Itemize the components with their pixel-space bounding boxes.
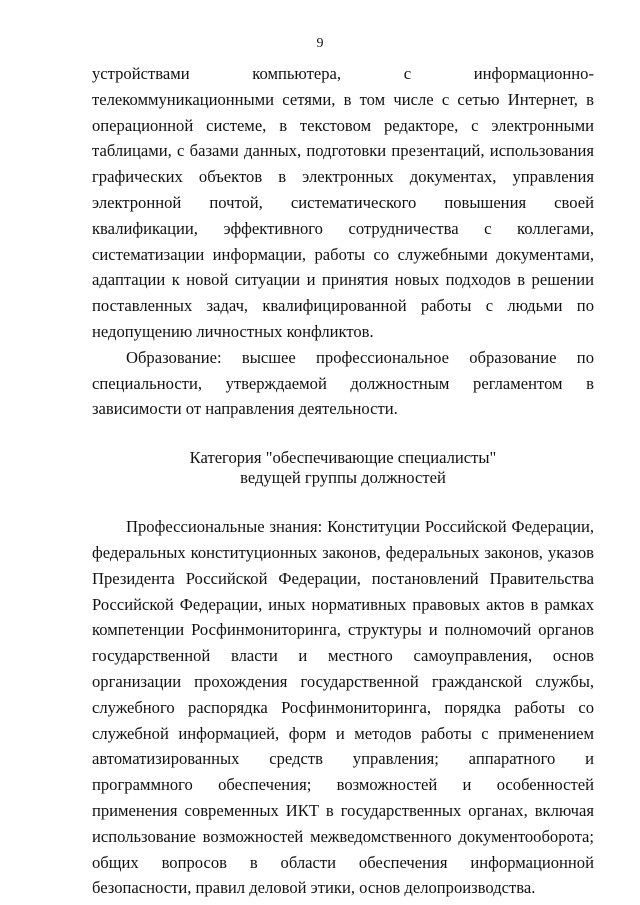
page-number: 9: [316, 36, 324, 51]
paragraph-skills-continuation: устройствами компьютера, с информационно-телекоммуникационными сетями, в том числе с сетью Интернет, в операционной системе, в текстовом редакторе, с электронными таблицами, с базами данных, подготовки презентаций, использования графических объектов в электронных документах, управления электронной почтой, систематического повышения своей квалификации, эффективного сотрудничества с коллегами, систематизации информации, работы со служебными документами, адаптации к новой ситуации и принятия новых подходов в решении поставленных задач, квалифицированной работы с людьми по недопущению личностных конфликтов.: [92, 64, 594, 341]
document-body: [92, 61, 594, 901]
section-heading-line-1: Категория "обеспечивающие специалисты": [189, 448, 497, 468]
paragraph-education: Образование: высшее профессиональное образование по специальности, утверждаемой должностным регламентом в зависимости от направления деятельности.: [92, 347, 594, 419]
section-heading-line-2: ведущей группы должностей: [240, 468, 446, 488]
section-heading: [92, 448, 594, 488]
paragraph-professional-knowledge: Профессиональные знания: Конституции Российской Федерации, федеральных конституционных законов, федеральных законов, указов Президента Российской Федерации, постановлений Правительства Российской Федерации, иных нормативных правовых актов в рамках компетенции Росфинмониторинга, структуры и полномочий органов государственной власти и местного самоуправления, основ организации прохождения государственной гражданской службы, служебного распорядка Росфинмониторинга, порядка работы со служебной информацией, форм и методов работы с применением автоматизированных средств управления; аппаратного и программного обеспечения; возможностей и особенностей применения современных ИКТ в государственных органах, включая использование возможностей межведомственного документооборота; общих вопросов в области обеспечения информационной безопасности, правил деловой этики, основ делопроизводства.: [92, 517, 594, 898]
